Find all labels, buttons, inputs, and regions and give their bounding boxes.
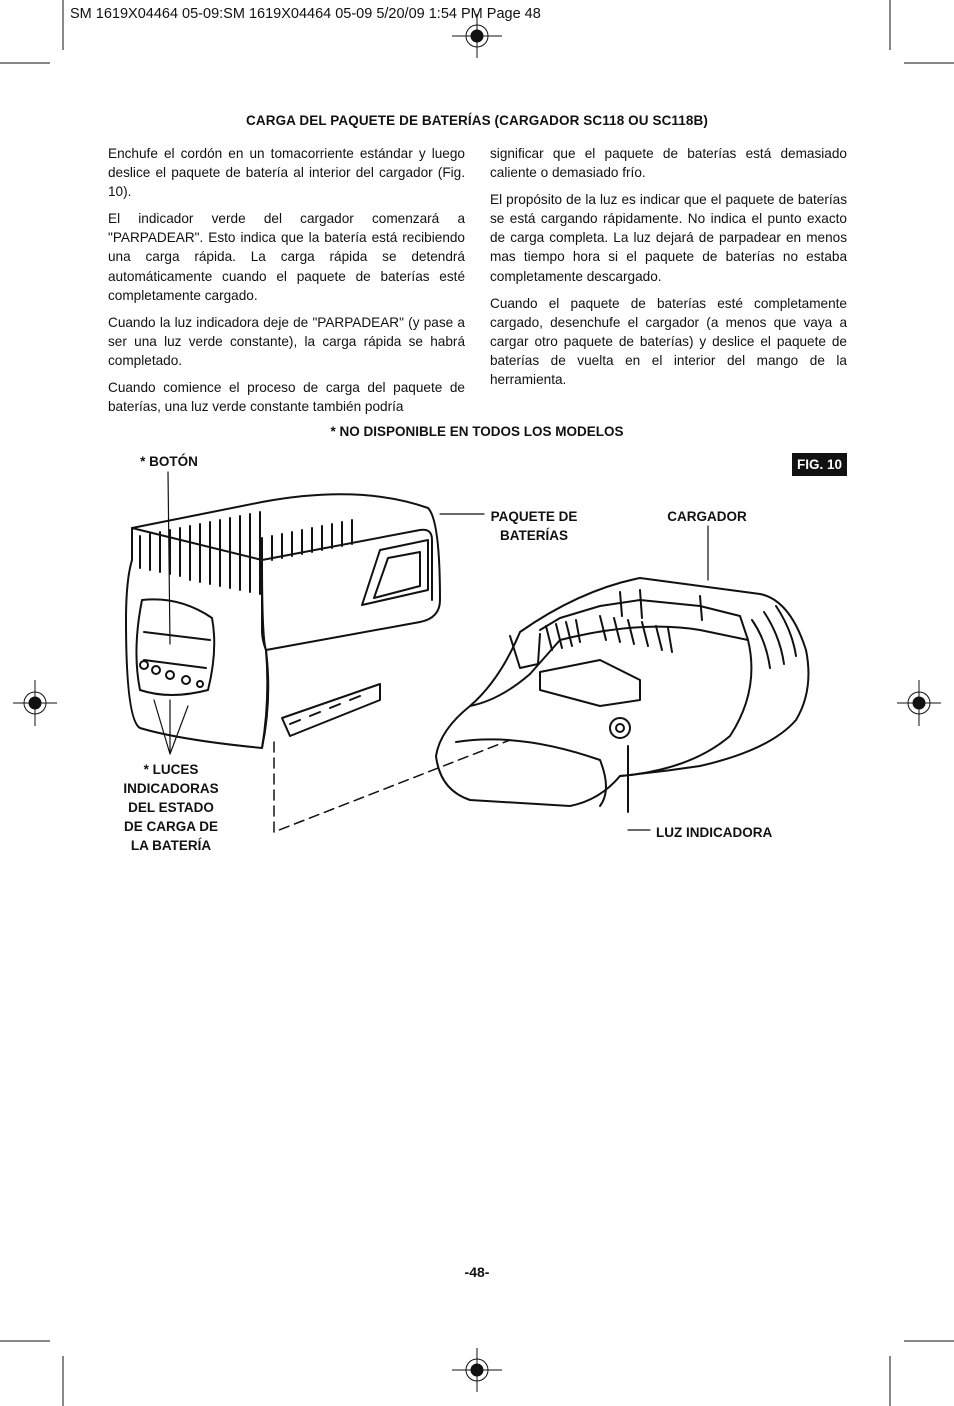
label-line: DEL ESTADO (128, 800, 214, 815)
label-line: LA BATERÍA (130, 838, 212, 853)
paragraph: El indicador verde del cargador comenzará a "PARPADEAR". Esto indica que la batería está recibiendo una carga rápida. La carga rápida se detendrá automáticamente cuando el paquete de baterías esté completamente cargado. (108, 211, 465, 303)
label-luces-indicadoras (106, 760, 236, 855)
models-note: * NO DISPONIBLE EN TODOS LOS MODELOS (330, 424, 624, 439)
paragraph: Cuando comience el proceso de carga del paquete de baterías, una luz verde constante también podría (108, 380, 465, 415)
label-line: DE CARGA DE (123, 819, 218, 834)
label-line: BATERÍAS (499, 528, 568, 543)
page-number: -48- (464, 1264, 490, 1280)
label-cargador: CARGADOR (667, 509, 747, 524)
paragraph: El propósito de la luz es indicar que el paquete de baterías se está cargando rápidamente. No indica el punto exacto de carga completa. La luz dejará de parpadear en menos mas tiempo hora si el paquete de baterías no estaba completamente descargado. (490, 192, 847, 284)
charger-drawing (436, 578, 808, 812)
paragraph: significar que el paquete de baterías está demasiado caliente o demasiado frío. (490, 146, 847, 181)
paragraph: Enchufe el cordón en un tomacorriente estándar y luego deslice el paquete de batería al interior del cargador (Fig. 10). (108, 146, 465, 200)
label-line: INDICADORAS (123, 781, 219, 796)
battery-pack-drawing (126, 494, 440, 748)
paragraph: Cuando el paquete de baterías esté completamente cargado, desenchufe el cargador (a menos que vaya a cargar otro paquete de baterías) y deslice el paquete de baterías de vuelta en el interior del mango de la herramienta. (490, 295, 847, 388)
label-line: PAQUETE DE (490, 509, 578, 524)
label-line: * LUCES (143, 762, 199, 777)
print-slug-line: SM 1619X04464 05-09:SM 1619X04464 05-09 5/20/09 1:54 PM Page 48 (70, 6, 541, 22)
figure-tag: FIG. 10 (792, 453, 847, 476)
paragraph: Cuando la luz indicadora deje de "PARPADEAR" (y pase a ser una luz verde constante), la carga rápida se habrá completado. (108, 314, 465, 368)
label-boton: * BOTÓN (140, 454, 198, 469)
section-heading: CARGA DEL PAQUETE DE BATERÍAS (CARGADOR SC118 OU SC118B) (246, 113, 708, 128)
label-paquete-de-baterias (476, 507, 592, 545)
label-luz-indicadora: LUZ INDICADORA (656, 825, 773, 840)
